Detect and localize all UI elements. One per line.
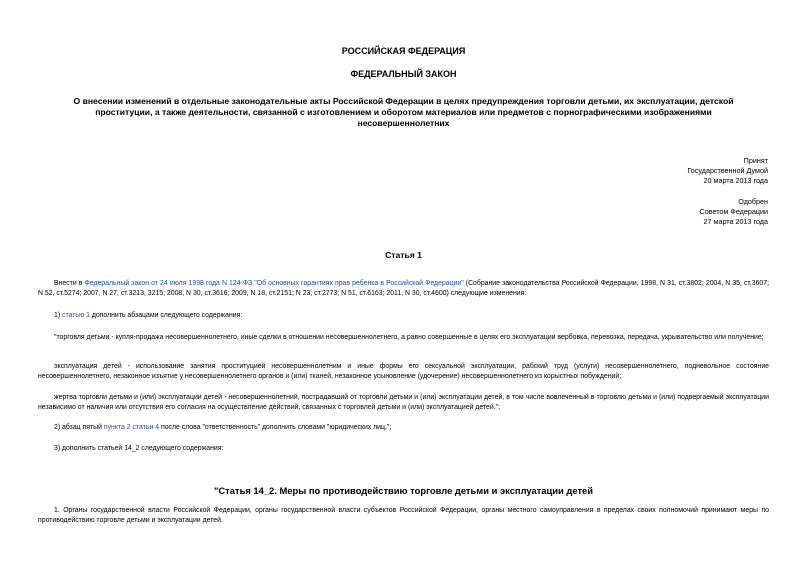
- article-14-2-title: "Статья 14_2. Меры по противодействию торговле детьми и эксплуатации детей: [213, 485, 594, 496]
- approval-line-1: Одобрен: [738, 197, 768, 206]
- intro-prefix: Внести в: [54, 280, 85, 287]
- adoption-line-1: Принят: [743, 156, 768, 165]
- item-2-suffix: после слова "ответственность" дополнить словами "юридических лиц,";: [159, 424, 392, 431]
- approval-block: [700, 197, 768, 227]
- item-1-suffix: дополнить абзацами следующего содержания:: [89, 312, 243, 319]
- quote-paragraph-3: жертва торговли детьми и (или) эксплуатации детей - несовершеннолетний, пострадавший от торговли детьми и (или) эксплуатации детей, в том числе вовлеченный в торговлю детьми и (или) подвергаемый эксплуатации независимо от наличия или отсутствия его согласия на осуществление действий, связанных с торговлей детьми и (или) эксплуатацией детей.";: [38, 394, 769, 411]
- item-3: 3) дополнить статьей 14_2 следующего содержания:: [54, 445, 224, 452]
- article-1-link[interactable]: статью 1: [62, 312, 90, 319]
- adoption-line-2: Государственной Думой: [687, 166, 768, 175]
- article-4-link[interactable]: пункта 2 статьи 4: [103, 424, 160, 431]
- article-14-2-paragraph-1: 1. Органы государственной власти Российской Федерации, органы государственной власти субъектов Российской Федерации, органы местного самоуправления в пределах своих полномочий принимают меры по противодействию торговле детьми и эксплуатации детей.: [38, 507, 769, 524]
- intro-suffix: (Собрание законодательства Российской Федерации, 1998, N 31, ст.3802; 2004, N 35, ст.3607; N 52, ст.5274; 2007, N 27, ст.3213, 3215; 2008, N 30, ст.3616; 2009, N 18, ст.2151; N 23, ст.2773; N 51, ст.6163; 2011, N 30, ст.4600) следующие изменения:: [38, 280, 769, 297]
- law-title: О внесении изменений в отдельные законодательные акты Российской Федерации в целях предупреждения торговли детьми, их эксплуатации, детской проституции, а также деятельности, связанной с изготовлением и оборотом материалов или предметов с порнографическими изображениями несовершеннолетних: [73, 96, 734, 128]
- item-2-prefix: 2) абзац пятый: [54, 424, 104, 431]
- quote-paragraph-2: эксплуатация детей - использование занятия проституцией несовершеннолетним и иные формы его сексуальной эксплуатации, рабский труд (услуги) несовершеннолетнего, подневольное состояние несовершеннолетнего, незаконное изъятие у несовершеннолетнего органов и (или) тканей, незаконное усыновление (удочерение) несовершеннолетнего из корыстных побуждений;: [38, 363, 769, 380]
- adoption-block: [687, 156, 768, 186]
- article-1-title: Статья 1: [385, 250, 422, 260]
- item-1-prefix: 1): [54, 312, 63, 319]
- adoption-line-3: 20 марта 2013 года: [703, 176, 768, 185]
- item-2: [38, 423, 769, 433]
- item-1: [38, 311, 769, 321]
- approval-line-2: Советом Федерации: [699, 207, 768, 216]
- country-heading: РОССИЙСКАЯ ФЕДЕРАЦИЯ: [341, 46, 466, 56]
- doc-type-heading: ФЕДЕРАЛЬНЫЙ ЗАКОН: [350, 69, 457, 79]
- approval-line-3: 27 марта 2013 года: [703, 217, 768, 226]
- federal-law-link[interactable]: Федеральный закон от 24 июля 1998 года N 124-ФЗ "Об основных гарантиях прав ребенка в Российской Федерации": [84, 280, 464, 287]
- article-1-intro: [38, 279, 769, 299]
- quote-paragraph-1: "торговля детьми - купля-продажа несовершеннолетнего, иные сделки в отношении несовершеннолетнего, а равно совершенные в целях его эксплуатации вербовка, перевозка, передача, укрывательство или получение;: [54, 334, 764, 341]
